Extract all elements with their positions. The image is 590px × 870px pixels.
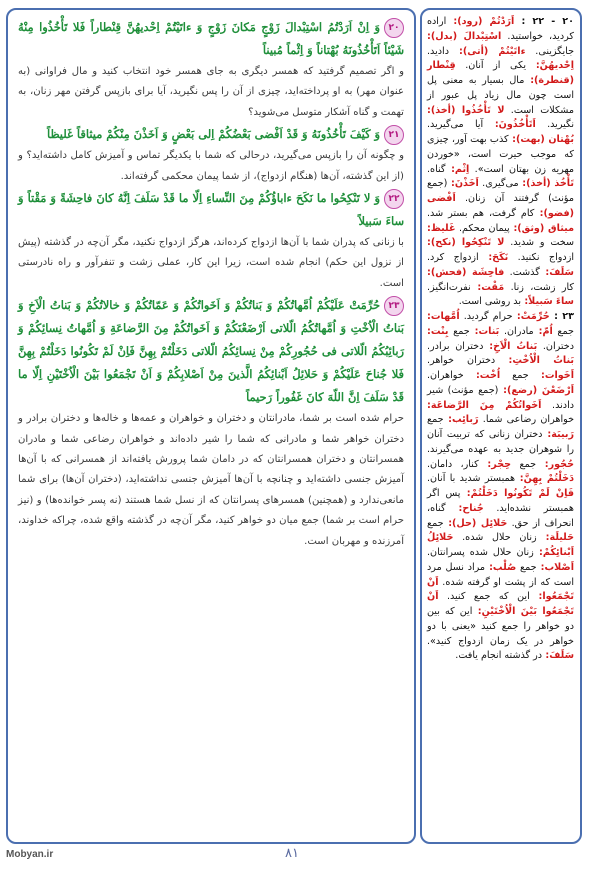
verse-translation: و اگر تصمیم گرفتید که همسر دیگری به جای همسر خود انتخاب کنید و مال فراوانی (به عنوان مهر) به او پرداخته‌اید، چیزی از آن را پس نگیرید، آیا برای بازپس گرفتن مهر زنان، به تهمت و گناه آشکار متوسل می‌شوید؟ [18, 66, 404, 118]
verse-number-badge: ۲۲ [384, 189, 404, 209]
gloss-term: صُلْب: [485, 561, 517, 573]
gloss-term: تَأْخُذ (أخذ): [518, 178, 574, 190]
gloss-term: اَخَواتُکُمْ مِنَ الرَّضاعَة: [427, 399, 542, 411]
gloss-definition: دختران برادر. [427, 340, 484, 352]
gloss-definition: کذب بهت آور، چیزی که موجب حیرت است، «خوردن مهریه زن بهتان است». [427, 134, 575, 175]
translation-text [18, 146, 404, 187]
gloss-term: فاحِشَة (فحش): [427, 266, 505, 278]
gloss-term: سَلَفَ: [542, 650, 574, 662]
gloss-definition: دختران. [537, 340, 574, 352]
gloss-definition: این که بین دو خواهر را جمع کنید «یعنی با دو خواهر در یک زمان ازدواج کنید». [427, 606, 574, 647]
gloss-term: حَلیلَة: [536, 532, 574, 544]
gloss-definition: در گذشته انجام یافت. [455, 650, 543, 662]
gloss-verse-range: ۲۳ : [549, 311, 574, 322]
verse-translation: حرام شده است بر شما، مادرانتان و دختران و خواهران و عمه‌ها و خاله‌ها و دختران برادر و دختران خواهر شما و مادرانی که شما را شیر داده‌اند و خواهران رضاعی شما و مادران همسرانتان و دختران همسرانتان که در دامان شما پرورش یافته‌اند از همسرانی که با آن‌ها آمیزش جنسی داشته‌اید و چنانچه با آن‌ها آمیزش جنسی نداشته‌اید، (دختران آن‌ها) برای شما مانعی‌ندارد و (همچنین) همسرهای پسرانتان که از نسل شما هستند (نه پسر خوانده‌ها) و (نیز حرام است بر شما) جمع میان دو خواهر کنید، مگر آن‌چه در گذشته واقع شده، چراکه خداوند، آمرزنده و مهربان است. [18, 413, 404, 547]
gloss-term: اَصْلاب: [536, 561, 574, 573]
gloss-definition: جمع [500, 370, 529, 381]
gloss-definition: جمع [516, 561, 537, 573]
gloss-definition: دختران زنانی که تربیت آنان را شوهران جدید به عهده می‌گیرند. [427, 429, 574, 455]
gloss-definition: جمع [552, 325, 574, 337]
gloss-term: فَاِنْ لَمْ تَکُونُوا دَخَلْتُمْ: [460, 488, 574, 499]
gloss-term: اَخَوات: [528, 370, 574, 381]
gloss-definition: همبستر شدید با آنان. [427, 473, 516, 485]
gloss-term: بَناتُ الْاَخِ: [483, 340, 538, 352]
gloss-definition: گذشت. [504, 266, 540, 278]
gloss-term: حَلائِلُ اَبْنائِکُمْ: [427, 532, 575, 558]
gloss-definition: ازدواج نکنید. [508, 252, 574, 263]
gloss-term: بَنات: [469, 325, 500, 337]
gloss-definition: اراده کردید، خواستید. [427, 16, 574, 42]
translation-text [18, 62, 404, 123]
gloss-term: اسْتِبْدالَ (بدل): [427, 30, 502, 42]
gloss-definition: دختران خواهر. [427, 355, 496, 367]
gloss-definition: یکی از آنان. [455, 60, 526, 72]
gloss-term: میثاق (وثق): [509, 222, 575, 234]
verse-text [18, 123, 404, 146]
gloss-definition: کنار، دامان. [427, 458, 479, 470]
gloss-paragraph [427, 310, 574, 664]
gloss-term: ءاتَیْتُمْ (أتی): [448, 45, 526, 57]
gloss-term: نَکَحَ: [478, 252, 509, 263]
main-column [6, 8, 416, 844]
verse-arabic: وَ لا تَنْکِحُوا ما نَکَحَ ءاباؤُکُمْ مِنَ النِّساءِ اِلّا ما قَدْ سَلَفَ اِنَّهُ کانَ فاحِشَةً وَ مَقْتاً وَ ساءَ سَبیلاً [18, 191, 404, 229]
gloss-term: رَبیبَة: [542, 429, 574, 440]
gloss-term: اُمَّهات: [427, 311, 460, 322]
gloss-term: حُرِّمَتْ: [512, 311, 550, 322]
gloss-term: لا تَنْکِحُوا (نکح): [427, 237, 505, 249]
gloss-definition: مال بسیار به معنی پل است چون مال زیاد پل عبور از مشکلات است. [427, 75, 574, 116]
gloss-definition: می‌گیری. [478, 178, 519, 190]
verse-text [18, 16, 404, 62]
verse-number-badge: ۲۱ [384, 125, 404, 145]
gloss-body [427, 15, 574, 664]
verse-number-badge: ۲۳ [384, 296, 404, 316]
gloss-definition: ازدواج کرد. [427, 252, 479, 263]
gloss-term: اُخْت: [463, 370, 501, 381]
gloss-term: غَلیظ: [427, 222, 456, 234]
gloss-term: لا تَأْخُذُوا (أخذ): [427, 104, 505, 116]
gloss-definition: آیا می‌گیرید. [427, 119, 484, 131]
main-blocks [18, 16, 404, 552]
gloss-term: بُهْتان (بهت): [508, 134, 574, 145]
gloss-term: بِنْت: [427, 325, 449, 337]
watermark: Mobyan.ir [6, 849, 54, 860]
verse-translation: با زنانی که پدران شما با آن‌ها ازدواج کرده‌اند، هرگز ازدواج نکنید، مگر آن‌چه در گذشته (پیش از نزول این حکم) انجام شده است، زیرا این کار، عملی زشت و تنفرآور و راه نادرستی است. [18, 237, 404, 289]
gloss-term: حُجُور: [536, 458, 574, 470]
gloss-column [420, 8, 582, 844]
gloss-term: اَرَدْتُمْ (رود): [446, 16, 515, 27]
gloss-term: قِنْطار (قنطرة): [427, 60, 574, 86]
verse-arabic: وَ کَیْفَ تَأْخُذُونَهُ وَ قَدْ اَفْضی بَعْضُکُمْ اِلی بَعْضٍ وَ اَخَذْنَ مِنْکُمْ میثاقاً غَلیظاً [46, 127, 380, 142]
gloss-term: رَبائِب: [443, 414, 479, 426]
gloss-definition: این که جمع کنید. [438, 591, 530, 603]
gloss-term: اَنْ تَجْمَعُوا: [427, 576, 574, 603]
gloss-term: حَلائِل (حل): [443, 517, 508, 529]
gloss-paragraph [427, 15, 574, 310]
gloss-term: جُناح: [445, 502, 484, 514]
verse-text [18, 294, 404, 409]
verse-text [18, 187, 404, 233]
gloss-term: سَلَفَ: [539, 266, 574, 278]
gloss-verse-range: ۲۰ - ۲۲ : [514, 16, 574, 27]
gloss-term: اَتَأْخُذُونَ: [483, 119, 536, 131]
translation-text [18, 409, 404, 552]
gloss-definition: نگیرید. [535, 119, 574, 131]
gloss-definition: گناه. [427, 163, 446, 175]
verse-number-badge: ۲۰ [384, 18, 404, 38]
gloss-definition: جمع [511, 458, 537, 470]
gloss-definition: جمع [427, 414, 444, 426]
gloss-definition: خواهران رضاعی شما. [478, 414, 574, 426]
gloss-definition: جمع [448, 325, 470, 337]
gloss-definition: کار زشت، زنا. [504, 281, 574, 293]
gloss-term: اَفْضی (فضو): [427, 193, 574, 219]
gloss-definition: پس اگر همبستر نشده‌اید. [427, 488, 574, 514]
gloss-definition: (جمع مؤنث) گرفتند آن زنان. [427, 178, 574, 204]
gloss-term: بَناتُ الْاُخْتِ: [495, 355, 575, 367]
gloss-term: اِثْم: [445, 163, 470, 175]
gloss-definition: مادران. [499, 325, 534, 337]
gloss-term: حِجْر: [478, 458, 512, 470]
gloss-definition: زنان حلال شده پسرانتان. [427, 547, 534, 558]
gloss-definition: (جمع مؤنث) شیر دادند. [427, 384, 575, 411]
gloss-definition: نفرت‌انگیز. [427, 281, 471, 293]
gloss-term: اُمّ: [533, 325, 553, 337]
gloss-definition: جمع [427, 517, 444, 529]
gloss-definition: زنان حلال شده. [453, 532, 537, 544]
gloss-definition: سخت و شدید. [504, 237, 575, 249]
page-number: ۸۱ [285, 846, 299, 861]
verse-arabic: وَ اِنْ اَرَدْتُمُ اسْتِبْدالَ زَوْجٍ مَکانَ زَوْجٍ وَ ءاتَیْتُمْ اِحْدیهُنَّ قِنْطاراً فَلا تَأْخُذُوا مِنْهُ شَیْئاً اَتَأْخُذُونَهُ بُهْتاناً وَ اِثْماً مُبیناً [18, 20, 404, 57]
gloss-term: اَرْضَعْنَ (رضع): [498, 384, 574, 396]
gloss-definition: بد روشی است. [458, 296, 521, 308]
gloss-term: اِحْدیهُنَّ: [525, 60, 574, 72]
gloss-term: مَقْت: [470, 281, 505, 293]
gloss-term: ساءَ سَبیلاً: [520, 296, 574, 308]
gloss-term: دَخَلْتُمْ بِهِنَّ: [515, 473, 575, 485]
gloss-definition: حرام گردید. [459, 311, 513, 322]
gloss-term: اَنْ تَجْمَعُوا بَیْنَ الْاُخْتَیْنِ: [427, 591, 574, 617]
gloss-definition: کام گرفت، هم بستر شد. [427, 207, 535, 219]
verse-translation: و چگونه آن را بازپس می‌گیرید، درحالی که شما با یکدیگر تماس و آمیزش کامل داشته‌اید؟ و (از این گذشته، آن‌ها (هنگام ازدواج)، از شما پیمان محکمی گرفته‌اند. [18, 150, 404, 182]
gloss-definition: خواهران. [427, 370, 464, 381]
gloss-definition: گناه، انحراف از حق. [427, 502, 574, 529]
gloss-definition: جایگزینی. [525, 45, 574, 57]
gloss-definition: دادید. [427, 45, 449, 57]
verse-arabic: حُرِّمَتْ عَلَیْکُمْ اُمَّهاتُکُمْ وَ بَناتُکُمْ وَ اَخَواتُکُمْ وَ عَمّاتُکُمْ وَ خالاتُکُمْ وَ بَناتُ الْاَخِ وَ بَناتُ الْاُخْتِ وَ اُمَّهاتُکُمُ الّلاتی اَرْضَعْنَکُمْ وَ اَخَواتُکُمْ مِنَ الرَّضاعَةِ وَ اُمَّهاتُ نِسائِکُمْ وَ رَبائِبُکُمُ الّلاتی فی حُجُورِکُمْ مِنْ نِسائِکُمُ الّلاتی دَخَلْتُمْ بِهِنَّ فَاِنْ لَمْ تَکُونُوا دَخَلْتُمْ بِهِنَّ فَلا جُناحَ عَلَیْکُمْ وَ حَلائِلُ اَبْنائِکُمُ الَّذینَ مِنْ اَصْلابِکُمْ وَ اَنْ تَجْمَعُوا بَیْنَ الْاُخْتَیْنِ اِلّا ما قَدْ سَلَفَ اِنَّ اللّهَ کانَ غَفُوراً رَحیماً [18, 298, 404, 405]
translation-text [18, 233, 404, 294]
gloss-definition: پیمان محکم. [455, 222, 510, 234]
gloss-term: اَخَذْنَ: [447, 178, 479, 190]
gloss-definition: مراد نسل مرد است که از پشت او گرفته شده. [427, 561, 574, 588]
